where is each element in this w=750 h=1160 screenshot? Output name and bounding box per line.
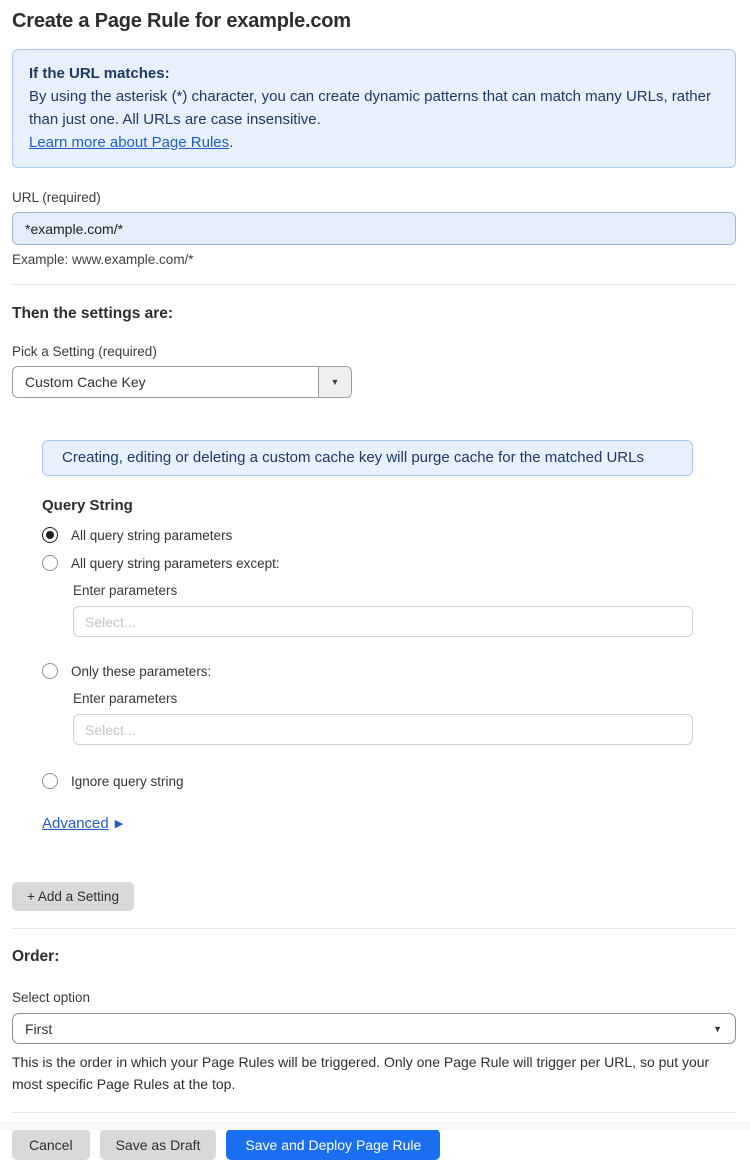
divider [12, 284, 736, 285]
caret-down-icon: ▼ [713, 1023, 722, 1034]
radio-ignore-query-label: Ignore query string [71, 773, 184, 789]
order-select[interactable] [12, 1013, 736, 1044]
settings-heading: Then the settings are: [12, 305, 174, 322]
info-box-link-line [29, 131, 719, 154]
save-and-deploy-button[interactable]: Save and Deploy Page Rule [226, 1129, 440, 1160]
url-match-info-box [12, 49, 736, 168]
learn-more-link[interactable]: Learn more about Page Rules [29, 134, 230, 151]
advanced-link[interactable]: Advanced [42, 815, 109, 832]
page-title: Create a Page Rule for example.com [12, 10, 351, 32]
only-these-parameters-block [73, 691, 693, 745]
pick-setting-dropdown[interactable] [12, 366, 352, 398]
info-box-body: By using the asterisk (*) character, you can create dynamic patterns that can match many URLs, rather than just one. All URLs are case insensitive. [29, 88, 711, 128]
footer-actions [12, 1129, 736, 1160]
bottom-strip [0, 1122, 750, 1130]
radio-ignore-query[interactable] [42, 773, 58, 789]
radio-all-except-label: All query string parameters except: [71, 555, 280, 571]
url-input[interactable] [12, 212, 736, 245]
add-setting-button[interactable]: + Add a Setting [12, 882, 134, 911]
radio-row-only-these [42, 663, 693, 679]
caret-right-icon[interactable]: ▶ [114, 818, 124, 830]
radio-row-all-params [42, 527, 693, 543]
order-description: This is the order in which your Page Rules will be triggered. Only one Page Rule will trigger per URL, so put your most specific Page Rules at the top. [12, 1054, 710, 1092]
url-example-hint: Example: www.example.com/* [12, 252, 194, 267]
radio-all-except[interactable] [42, 555, 58, 571]
radio-all-params-label: All query string parameters [71, 527, 233, 543]
setting-editor [42, 440, 693, 832]
save-as-draft-button[interactable]: Save as Draft [100, 1129, 217, 1160]
enter-parameters-label: Enter parameters [73, 583, 178, 598]
all-except-parameters-block [73, 583, 693, 637]
cancel-button[interactable]: Cancel [12, 1129, 90, 1160]
enter-parameters-label: Enter parameters [73, 691, 178, 706]
url-label: URL (required) [12, 190, 101, 205]
cache-purge-banner: Creating, editing or deleting a custom cache key will purge cache for the matched URLs [42, 440, 693, 476]
order-heading: Order: [12, 948, 60, 965]
divider [12, 1112, 736, 1113]
radio-only-these[interactable] [42, 663, 58, 679]
only-parameters-input[interactable] [73, 714, 693, 745]
query-string-heading: Query String [42, 497, 133, 514]
pick-setting-label: Pick a Setting (required) [12, 344, 157, 359]
radio-only-these-label: Only these parameters: [71, 663, 212, 679]
radio-all-params[interactable] [42, 527, 58, 543]
order-select-value: First [25, 1020, 53, 1037]
chevron-down-icon[interactable]: ▼ [318, 367, 351, 397]
info-box-heading: If the URL matches: [29, 65, 170, 82]
except-parameters-input[interactable] [73, 606, 693, 637]
divider [12, 928, 736, 929]
radio-row-all-except [42, 555, 693, 571]
advanced-row [42, 815, 693, 832]
radio-row-ignore-query [42, 773, 693, 789]
link-suffix: . [229, 134, 234, 151]
order-select-label: Select option [12, 990, 91, 1005]
pick-setting-value: Custom Cache Key [25, 374, 146, 390]
